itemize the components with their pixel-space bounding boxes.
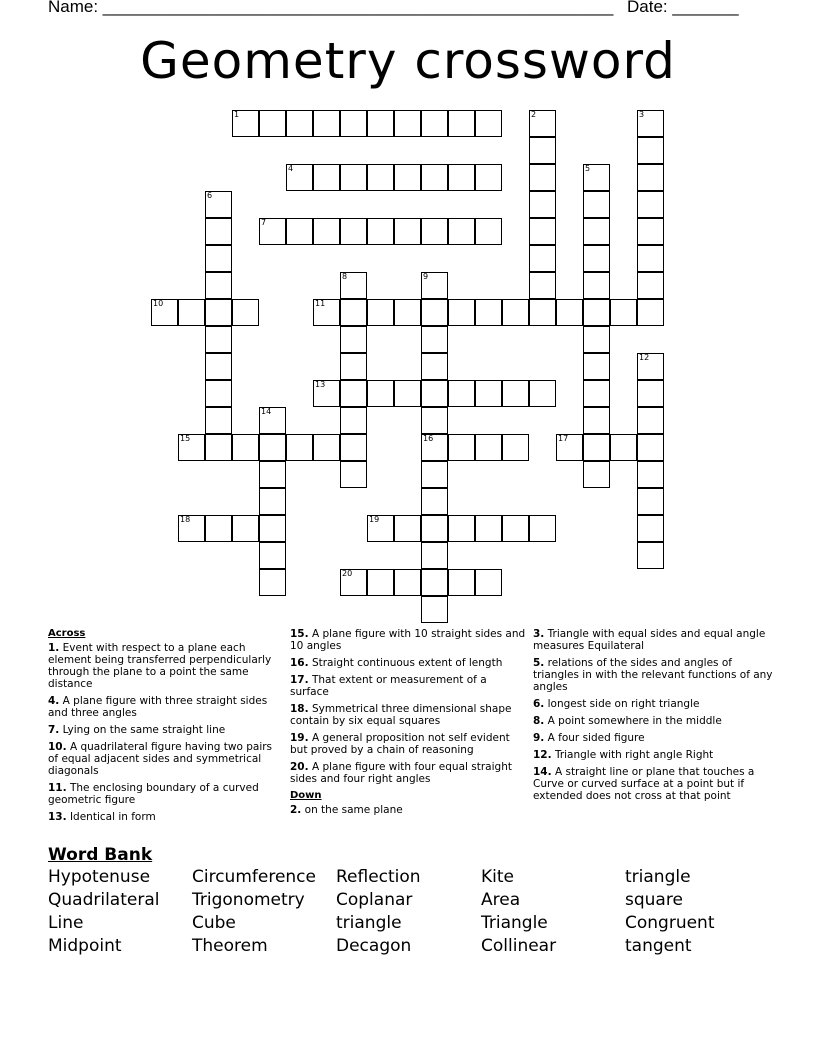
grid-cell[interactable] [205,326,232,353]
grid-cell[interactable] [313,434,340,461]
clue-down-8: 8. A point somewhere in the middle [533,715,722,727]
grid-cell[interactable] [259,218,286,245]
grid-cell[interactable] [448,380,475,407]
grid-cell[interactable] [421,434,448,461]
grid-cell[interactable] [583,218,610,245]
grid-cell[interactable] [583,164,610,191]
grid-cell[interactable] [178,434,205,461]
grid-cell[interactable] [475,434,502,461]
grid-cell[interactable] [151,299,178,326]
grid-cell[interactable] [637,299,664,326]
grid-cell[interactable] [637,407,664,434]
clue-across-7: 7. Lying on the same straight line [48,724,226,736]
grid-cell[interactable] [637,137,664,164]
grid-cell[interactable] [259,515,286,542]
grid-cell[interactable] [637,461,664,488]
grid-cell[interactable] [367,110,394,137]
clue-number: 16 [423,434,434,443]
grid-cell[interactable] [475,164,502,191]
clue-down-6: 6. longest side on right triangle [533,698,700,710]
clue-number: 2 [531,110,537,119]
word-bank-word: Quadrilateral [48,890,160,910]
clue-number: 20 [342,569,353,578]
grid-cell[interactable] [313,380,340,407]
grid-cell[interactable] [340,380,367,407]
grid-cell[interactable] [313,110,340,137]
clue-across-10: 10. A quadrilateral figure having two pairs of equal adjacent sides and symmetrical diagonals [48,741,273,777]
grid-cell[interactable] [367,515,394,542]
grid-cell[interactable] [340,272,367,299]
grid-cell[interactable] [421,569,448,596]
grid-cell[interactable] [205,515,232,542]
clue-across-13: 13. Identical in form [48,811,156,823]
grid-cell[interactable] [313,164,340,191]
grid-cell[interactable] [205,299,232,326]
grid-cell[interactable] [637,191,664,218]
grid-cell[interactable] [367,569,394,596]
grid-cell[interactable] [475,218,502,245]
grid-cell[interactable] [394,164,421,191]
grid-cell[interactable] [421,596,448,623]
grid-cell[interactable] [421,353,448,380]
grid-cell[interactable] [529,137,556,164]
grid-cell[interactable] [259,407,286,434]
grid-cell[interactable] [205,272,232,299]
grid-cell[interactable] [286,110,313,137]
across-heading: Across [48,628,86,639]
grid-cell[interactable] [448,299,475,326]
grid-cell[interactable] [421,299,448,326]
grid-cell[interactable] [529,515,556,542]
grid-cell[interactable] [286,218,313,245]
clues-column-1 [48,628,276,828]
grid-cell[interactable] [205,191,232,218]
grid-cell[interactable] [475,299,502,326]
grid-cell[interactable] [340,353,367,380]
word-bank-word: Coplanar [336,890,413,910]
grid-cell[interactable] [421,461,448,488]
grid-cell[interactable] [610,434,637,461]
grid-cell[interactable] [637,353,664,380]
grid-cell[interactable] [421,272,448,299]
grid-cell[interactable] [502,299,529,326]
clue-number: 7 [261,218,267,227]
grid-cell[interactable] [637,434,664,461]
down-heading: Down [290,790,322,801]
grid-cell[interactable] [556,299,583,326]
grid-cell[interactable] [502,434,529,461]
grid-cell[interactable] [259,542,286,569]
grid-cell[interactable] [583,461,610,488]
grid-cell[interactable] [421,488,448,515]
grid-cell[interactable] [637,245,664,272]
clue-across-4: 4. A plane figure with three straight sides and three angles [48,695,268,719]
grid-cell[interactable] [421,110,448,137]
grid-cell[interactable] [340,407,367,434]
clue-across-19: 19. A general proposition not self evident but proved by a chain of reasoning [290,732,510,756]
word-bank-word: Decagon [336,936,412,956]
grid-cell[interactable] [394,299,421,326]
clue-number: 17 [558,434,569,443]
grid-cell[interactable] [529,245,556,272]
grid-cell[interactable] [367,299,394,326]
grid-cell[interactable] [205,434,232,461]
word-bank-title: Word Bank [48,845,153,865]
clue-number: 14 [261,407,272,416]
grid-cell[interactable] [502,515,529,542]
grid-cell[interactable] [583,272,610,299]
grid-cell[interactable] [259,434,286,461]
grid-cell[interactable] [637,164,664,191]
clues-column-3 [533,628,773,807]
grid-cell[interactable] [232,299,259,326]
grid-cell[interactable] [205,407,232,434]
word-bank-word: Midpoint [48,936,122,956]
clue-number: 15 [180,434,191,443]
grid-cell[interactable] [583,434,610,461]
grid-cell[interactable] [205,380,232,407]
word-bank-word: Cube [192,913,236,933]
grid-cell[interactable] [178,299,205,326]
clue-across-11: 11. The enclosing boundary of a curved geometric figure [48,782,259,806]
clue-down-3: 3. Triangle with equal sides and equal angle measures Equilateral [533,628,766,652]
grid-cell[interactable] [475,380,502,407]
grid-cell[interactable] [637,218,664,245]
word-bank [48,866,768,958]
grid-cell[interactable] [421,326,448,353]
clue-down-12: 12. Triangle with right angle Right [533,749,714,761]
grid-cell[interactable] [637,515,664,542]
grid-cell[interactable] [421,515,448,542]
grid-cell[interactable] [583,380,610,407]
grid-cell[interactable] [583,299,610,326]
grid-cell[interactable] [367,218,394,245]
grid-cell[interactable] [637,380,664,407]
word-bank-word: Trigonometry [192,890,305,910]
word-bank-word: triangle [336,913,402,933]
clue-number: 5 [585,164,591,173]
grid-cell[interactable] [259,569,286,596]
name-field-line: Name: ______________________________________________________ [48,0,614,16]
grid-cell[interactable] [313,218,340,245]
clue-number: 3 [639,110,645,119]
word-bank-word: Circumference [192,867,316,887]
grid-cell[interactable] [259,488,286,515]
grid-cell[interactable] [340,326,367,353]
grid-cell[interactable] [529,191,556,218]
grid-cell[interactable] [178,515,205,542]
grid-cell[interactable] [583,353,610,380]
clue-across-18: 18. Symmetrical three dimensional shape contain by six equal squares [290,703,512,727]
grid-cell[interactable] [259,110,286,137]
clue-number: 1 [234,110,240,119]
grid-cell[interactable] [421,407,448,434]
word-bank-word: square [625,890,683,910]
clue-across-16: 16. Straight continuous extent of length [290,657,503,669]
clues-column-2 [290,628,526,821]
grid-cell[interactable] [529,164,556,191]
clue-across-15: 15. A plane figure with 10 straight sides and 10 angles [290,628,526,652]
grid-cell[interactable] [259,461,286,488]
clue-number: 11 [315,299,326,308]
grid-cell[interactable] [340,218,367,245]
grid-cell[interactable] [610,299,637,326]
word-bank-word: Area [481,890,521,910]
grid-cell[interactable] [448,218,475,245]
grid-cell[interactable] [583,326,610,353]
grid-cell[interactable] [502,380,529,407]
grid-cell[interactable] [232,515,259,542]
grid-cell[interactable] [340,434,367,461]
word-bank-word: Hypotenuse [48,867,151,887]
grid-cell[interactable] [637,488,664,515]
grid-cell[interactable] [637,110,664,137]
clue-number: 4 [288,164,294,173]
clue-number: 19 [369,515,380,524]
word-bank-word: Collinear [481,936,557,956]
clue-down-14: 14. A straight line or plane that touches a Curve or curved surface at a point but if extended does not cross at that point [533,766,755,802]
grid-cell[interactable] [421,380,448,407]
grid-cell[interactable] [205,218,232,245]
word-bank-word: Reflection [336,867,421,887]
grid-cell[interactable] [556,434,583,461]
clue-number: 6 [207,191,213,200]
grid-cell[interactable] [394,380,421,407]
grid-cell[interactable] [448,515,475,542]
grid-cell[interactable] [340,164,367,191]
clue-number: 12 [639,353,650,362]
grid-cell[interactable] [340,110,367,137]
grid-cell[interactable] [205,353,232,380]
grid-cell[interactable] [232,110,259,137]
grid-cell[interactable] [286,434,313,461]
grid-cell[interactable] [529,110,556,137]
grid-cell[interactable] [421,542,448,569]
grid-cell[interactable] [205,245,232,272]
grid-cell[interactable] [583,245,610,272]
grid-cell[interactable] [583,407,610,434]
clue-number: 10 [153,299,164,308]
grid-cell[interactable] [637,542,664,569]
clue-down-2: 2. on the same plane [290,804,403,816]
word-bank-word: Theorem [192,936,268,956]
grid-cell[interactable] [313,299,340,326]
clue-across-1: 1. Event with respect to a plane each element being transferred perpendicularly through the plane to a point the same distance [48,642,272,690]
grid-cell[interactable] [394,218,421,245]
clue-number: 18 [180,515,191,524]
grid-cell[interactable] [583,191,610,218]
grid-cell[interactable] [529,299,556,326]
grid-cell[interactable] [529,380,556,407]
clue-number: 13 [315,380,326,389]
word-bank-word: triangle [625,867,691,887]
grid-cell[interactable] [448,434,475,461]
grid-cell[interactable] [448,569,475,596]
grid-cell[interactable] [421,218,448,245]
clue-down-5: 5. relations of the sides and angles of triangles in with the relevant functions of any angles [533,657,773,693]
grid-cell[interactable] [340,299,367,326]
clue-number: 8 [342,272,348,281]
grid-cell[interactable] [475,515,502,542]
grid-cell[interactable] [367,164,394,191]
grid-cell[interactable] [394,569,421,596]
date-field-line: Date: _______ [627,0,739,16]
grid-cell[interactable] [475,110,502,137]
page-title: Geometry crossword [140,32,676,90]
grid-cell[interactable] [340,569,367,596]
grid-cell[interactable] [394,110,421,137]
grid-cell[interactable] [529,272,556,299]
grid-cell[interactable] [340,461,367,488]
grid-cell[interactable] [421,164,448,191]
grid-cell[interactable] [529,218,556,245]
word-bank-word: Congruent [625,913,715,933]
clue-across-17: 17. That extent or measurement of a surface [290,674,487,698]
grid-cell[interactable] [448,164,475,191]
word-bank-word: Triangle [481,913,548,933]
word-bank-word: Line [48,913,84,933]
grid-cell[interactable] [394,515,421,542]
clue-down-9: 9. A four sided figure [533,732,645,744]
clue-across-20: 20. A plane figure with four equal straight sides and four right angles [290,761,512,785]
word-bank-word: tangent [625,936,692,956]
grid-cell[interactable] [475,569,502,596]
grid-cell[interactable] [367,380,394,407]
grid-cell[interactable] [232,434,259,461]
clue-number: 9 [423,272,429,281]
grid-cell[interactable] [448,110,475,137]
word-bank-word: Kite [481,867,514,887]
grid-cell[interactable] [286,164,313,191]
grid-cell[interactable] [637,272,664,299]
